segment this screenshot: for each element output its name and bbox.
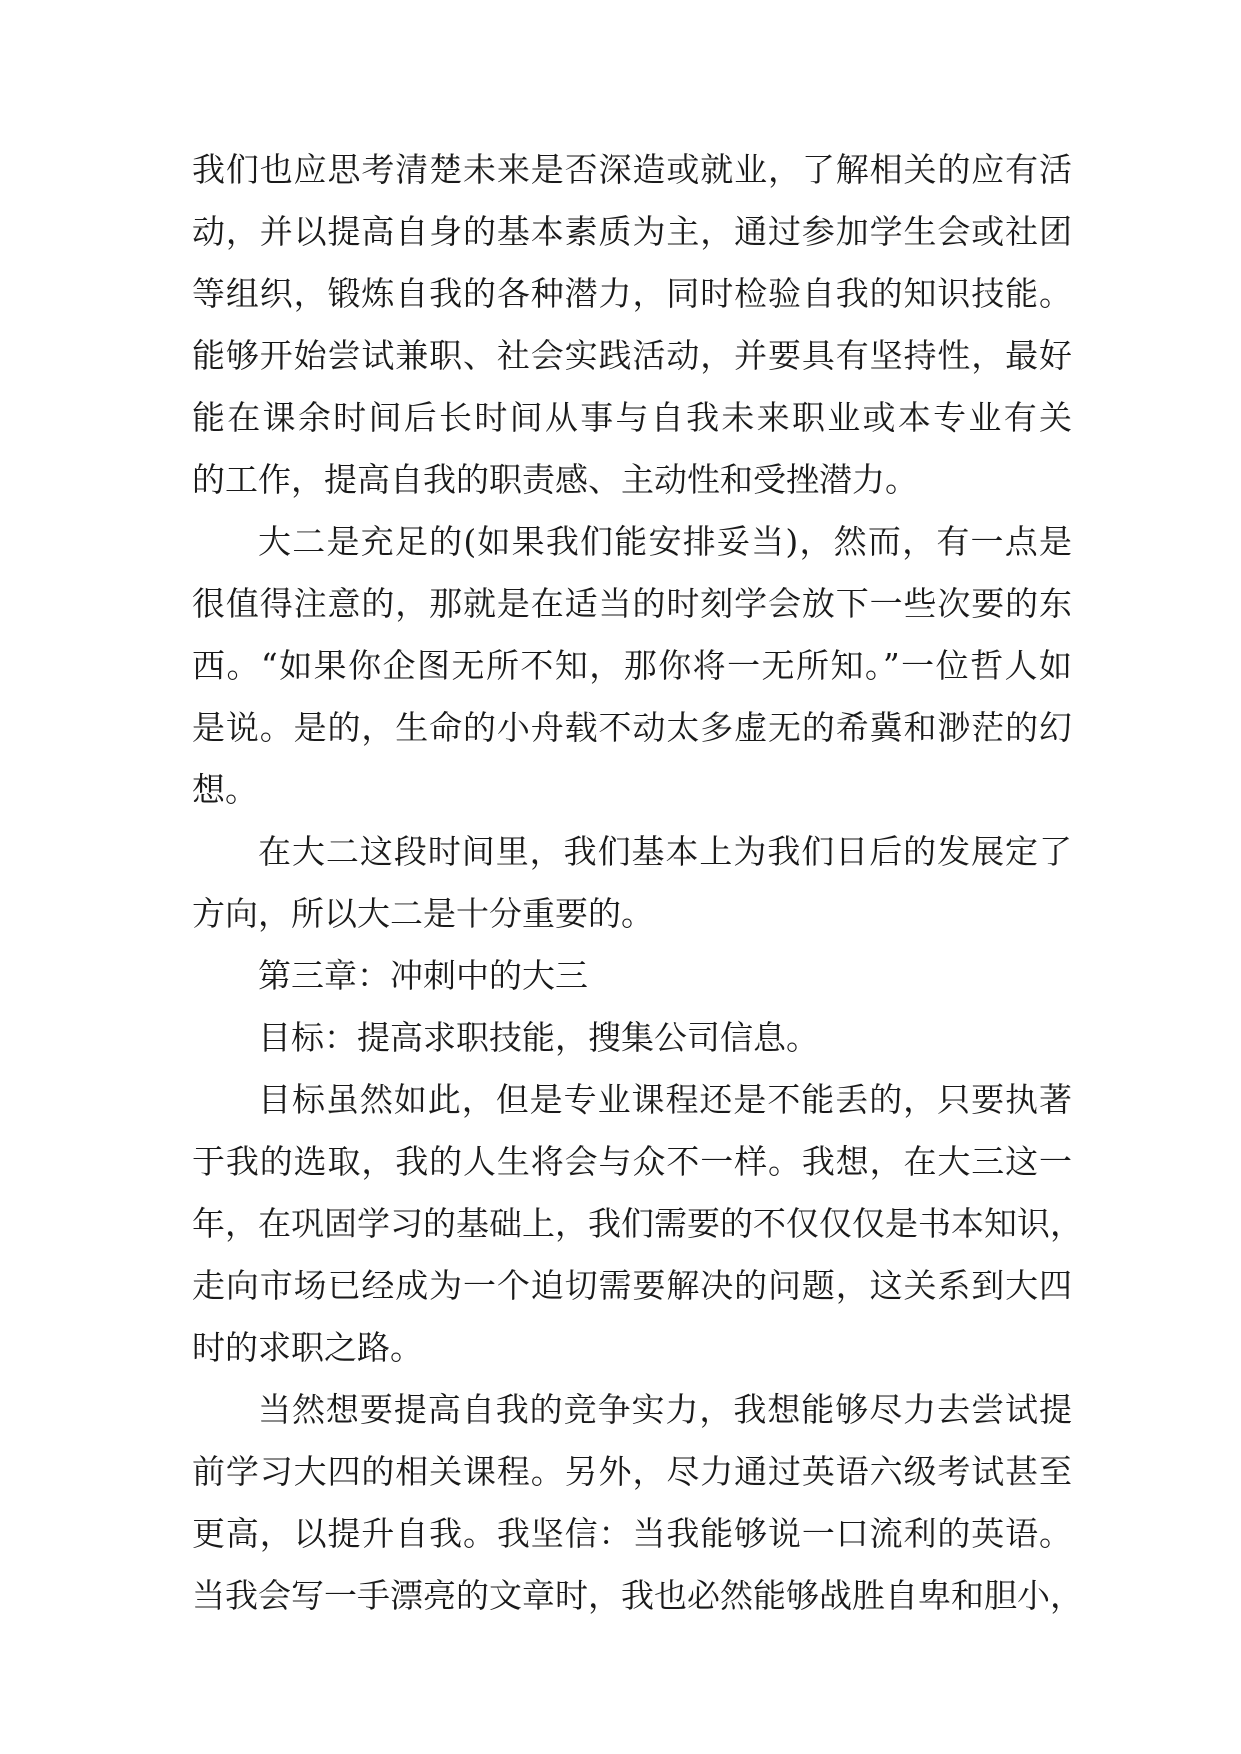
text-line: 当我会写一手漂亮的文章时，我也必然能够战胜自卑和胆小， bbox=[192, 1576, 1083, 1615]
text-line: 大二是充足的(如果我们能安排妥当)，然而，有一点是 bbox=[258, 522, 1072, 561]
text-line: 于我的选取，我的人生将会与众不一样。我想，在大三这一 bbox=[192, 1142, 1072, 1181]
text-line: 更高，以提升自我。我坚信：当我能够说一口流利的英语。 bbox=[192, 1514, 1072, 1553]
text-line: 走向市场已经成为一个迫切需要解决的问题，这关系到大四 bbox=[192, 1266, 1072, 1305]
text-line: 想。 bbox=[192, 770, 258, 809]
text-line: 西。“如果你企图无所不知，那你将一无所知。”一位哲人如 bbox=[192, 646, 1072, 685]
text-line: 很值得注意的，那就是在适当的时刻学会放下一些次要的东 bbox=[192, 584, 1072, 623]
text-line: 当然想要提高自我的竞争实力，我想能够尽力去尝试提 bbox=[258, 1390, 1072, 1429]
text-line: 能在课余时间后长时间从事与自我未来职业或本专业有关 bbox=[192, 398, 1072, 437]
text-line: 年，在巩固学习的基础上，我们需要的不仅仅仅是书本知识， bbox=[192, 1204, 1083, 1243]
chapter-heading: 第三章：冲刺中的大三 bbox=[258, 956, 588, 995]
text-line: 的工作，提高自我的职责感、主动性和受挫潜力。 bbox=[192, 460, 918, 499]
goal-line: 目标：提高求职技能，搜集公司信息。 bbox=[258, 1018, 819, 1057]
text-line: 目标虽然如此，但是专业课程还是不能丢的，只要执著 bbox=[258, 1080, 1072, 1119]
text-line: 等组织，锻炼自我的各种潜力，同时检验自我的知识技能。 bbox=[192, 274, 1072, 313]
text-line: 我们也应思考清楚未来是否深造或就业，了解相关的应有活 bbox=[192, 150, 1072, 189]
text-line: 是说。是的，生命的小舟载不动太多虚无的希冀和渺茫的幻 bbox=[192, 708, 1072, 747]
text-line: 时的求职之路。 bbox=[192, 1328, 423, 1367]
text-line: 在大二这段时间里，我们基本上为我们日后的发展定了 bbox=[258, 832, 1072, 871]
text-line: 能够开始尝试兼职、社会实践活动，并要具有坚持性，最好 bbox=[192, 336, 1072, 375]
text-line: 方向，所以大二是十分重要的。 bbox=[192, 894, 654, 933]
text-line: 前学习大四的相关课程。另外，尽力通过英语六级考试甚至 bbox=[192, 1452, 1072, 1491]
text-line: 动，并以提高自身的基本素质为主，通过参加学生会或社团 bbox=[192, 212, 1072, 251]
